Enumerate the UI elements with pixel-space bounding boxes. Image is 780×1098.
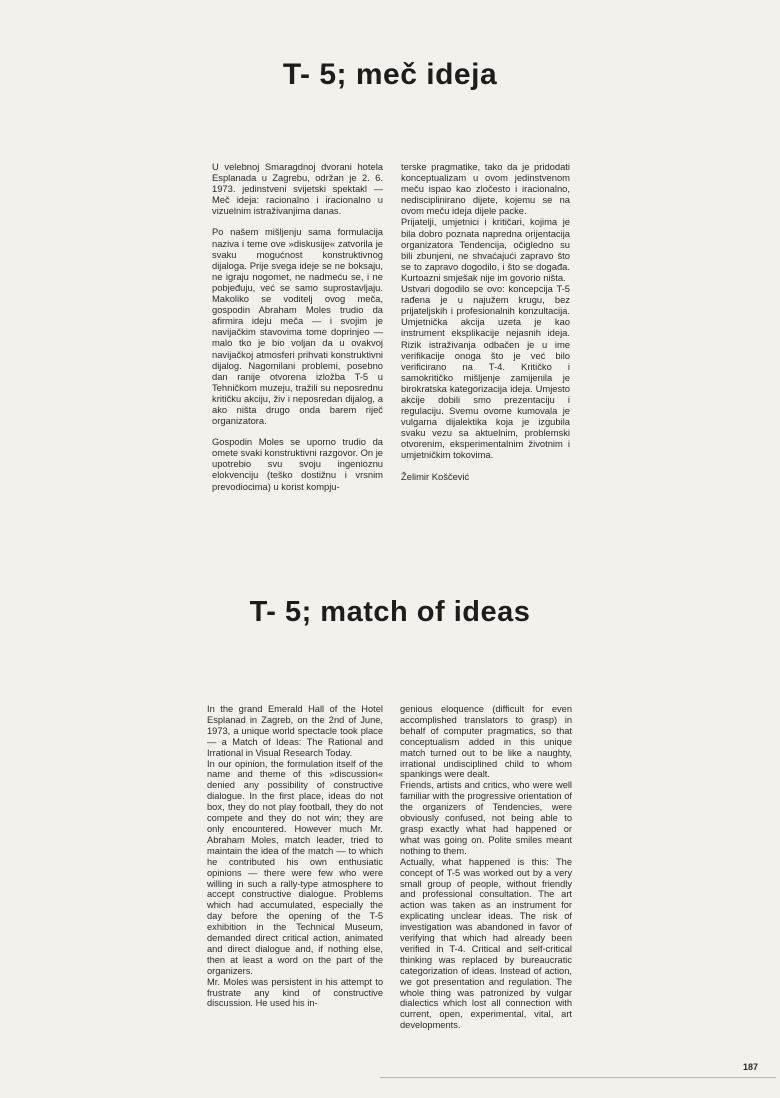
author-signature: Želimir Koščević — [401, 470, 470, 482]
english-title: T- 5; match of ideas — [249, 596, 531, 628]
bottom-divider — [380, 1077, 776, 1078]
english-paragraph: Mr. Moles was persistent in his attempt to frustrate any kind of constructive discussion. He used his in- — [207, 976, 383, 1009]
english-paragraph: Friends, artists and critics, who were well familiar with the progressive orientation of the organizers of Tendencies, were obviously confused, not being able to grasp exactly what had happened or what was going on. Polite smiles meant nothing to them. — [400, 780, 572, 856]
english-paragraph: genious eloquence (difficult for even accomplished translators to grasp) in behalf of computer pragmatics, so that conceptualism added in this unique match turned out to be like a naughty, irrational undisciplined child to whom spankings were dealt. — [400, 704, 572, 780]
croatian-paragraph: Prijatelji, umjetnici i kritičari, kojima je bila dobro poznata napredna orijentacija organizatora Tendencija, očigledno su bili zbunjeni, ne shvaćajući zapravo što se to zapravo dogodilo, i što se događa. Kurtoazni smješak nije im govorio ništa. — [401, 216, 570, 283]
croatian-paragraph: Po našem mišljenju sama formulacija naziva i teme ove »diskusije« zatvorila je svaku mogućnost konstruktivnog dijaloga. Prije svega ideje se ne boksaju, ne igraju nogomet, ne nadmeću se, i ne pobjeđuju, već se samo suprostavljaju. Makoliko se voditelj ovog meča, gospodin Abraham Moles trudio da afirmira ideju meča — i svojim je navijačkim stavovima tome doprinjeo — malo tko je bio voljan da u ovakvoj navijačkoj atmosferi prihvati konstruktivni dijalog. Nagomilani problemi, posebno dan ranije otvorena izložba T-5 u Tehničkom muzeju, tražili su neposrednu kritičku akciju, živ i neposredan dijalog, a ako ništa drugo onda barem riječ organizatora. — [212, 226, 383, 427]
english-column-1 — [207, 704, 383, 1009]
page-number: 187 — [742, 1062, 758, 1072]
english-paragraph: Actually, what happened is this: The concept of T-5 was worked out by a very small group of people, without friendly and professional consultation. The art action was taken as an instrument for explicating unclear ideas. The risk of investigation was abandoned in favor of verifying that which had already been verified in T-4. Critical and self-critical thinking was replaced by bureaucratic categorization of ideas. Instead of action, we got presentation and regulation. The whole thing was patronized by vulgar dialectics which lost all connection with current, open, experimental, vital, art developments. — [400, 856, 572, 1031]
croatian-paragraph: terske pragmatike, tako da je pridodati konceptualizam u ovom jedinstvenom meču ispao kao zločesto i iracionalno, nedisciplinirano dijete, kojemu se na ovom meču ideja dijele packe. — [401, 161, 570, 217]
croatian-paragraph: Ustvari dogodilo se ovo: koncepcija T-5 rađena je u najužem krugu, bez prijateljskih i profesionalnih konzultacija. Umjetnička akcija uzeta je kao instrument eksplikacije nejasnih ideja. Rizik istraživanja odbačen je u ime verifikacije onoga što je već bilo verificirano na T-4. Kritičko i samokritičko mišljenje zamijenila je birokratska kategorizacija ideja. Umjesto akcije dobili smo prezentaciju i regulaciju. Svemu ovome kumovala je vulgarna dijalektika koja je izgubila svaku vezu sa aktuelnim, problemski otvorenim, eksperimentalnim životnim i umjetničkim tokovima. — [401, 283, 570, 461]
croatian-paragraph: Gospodin Moles se uporno trudio da omete svaki konstruktivni razgovor. On je upotrebio svu svoju ingenioznu elokvenciju (teško dostižnu i vrsnim prevodiocima) u korist kompju- — [212, 436, 383, 492]
croatian-column-1 — [212, 161, 383, 492]
english-column-2 — [400, 704, 572, 1031]
english-paragraph: In the grand Emerald Hall of the Hotel Esplanad in Zagreb, on the 2nd of June, 1973, a unique world spectacle took place — a Match of Ideas: The Rational and Irrational in Visual Research Today. — [207, 704, 383, 758]
croatian-title: T- 5; meč ideja — [282, 58, 498, 91]
croatian-column-2 — [401, 161, 570, 482]
croatian-paragraph: U velebnoj Smaragdnoj dvorani hotela Esplanada u Zagrebu, održan je 2. 6. 1973. jedinstveni svijetski spektakl — Meč ideja: racionalno i iracionalno u vizuelnim istraživanjima danas. — [212, 161, 383, 217]
english-paragraph: In our opinion, the formulation itself of the name and theme of this »discussion« denied any possibility of constructive dialogue. In the first place, ideas do not box, they do not play football, they do not compete and they do not win; they are only encountered. However much Mr. Abraham Moles, match leader, tried to maintain the idea of the match — to which he contributed his own enthusiatic opinions — there were few who were willing in such a rally-type atmosphere to accept constructive dialogue. Problems which had accumulated, especially the day before the opening of the T-5 exhibition in the Technical Museum, demanded direct critical action, animated and direct dialogue and, if nothing else, then at least a word on the part of the organizers. — [207, 758, 383, 976]
